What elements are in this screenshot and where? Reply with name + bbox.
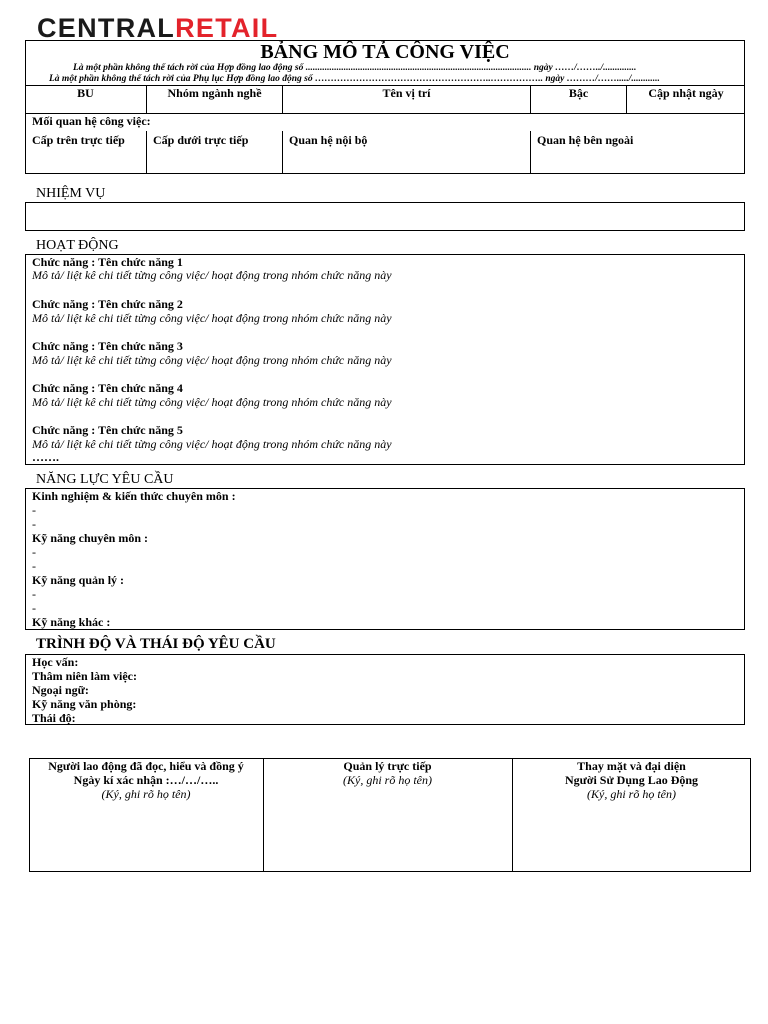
signature-manager-note: (Ký, ghi rõ họ tên) — [343, 773, 432, 787]
activity-title: Chức năng : Tên chức năng 5 — [32, 423, 183, 437]
activity-description: Mô tả/ liệt kê chi tiết từng công việc/ hoạt động trong nhóm chức năng này — [32, 395, 392, 409]
signature-manager-line1: Quản lý trực tiếp — [343, 759, 432, 773]
bullet-dash: - — [32, 559, 36, 573]
qualification-education: Học vấn: — [32, 655, 79, 669]
qualification-office-skills: Kỹ năng văn phòng: — [32, 697, 137, 711]
column-job-family: Nhóm ngành nghề — [146, 85, 282, 114]
activity-title: Chức năng : Tên chức năng 4 — [32, 381, 183, 395]
appendix-reference-line: Là một phần không thể tách rời của Phụ lục Hợp đồng lao động số ………………………………………………..…………….. ngày ………/……...../............ — [49, 74, 660, 84]
contract-reference-line: Là một phần không thể tách rời của Hợp đồng lao động số ............................................................................................... ngày ……/……../.............. — [73, 63, 637, 73]
relation-internal: Quan hệ nội bộ — [289, 133, 368, 147]
activities-more: ……. — [32, 450, 59, 464]
section-title-qualification: TRÌNH ĐỘ VÀ THÁI ĐỘ YÊU CẦU — [36, 636, 276, 652]
relations-divider-2 — [282, 131, 283, 174]
bullet-dash: - — [32, 517, 36, 531]
management-skills-label: Kỹ năng quản lý : — [32, 573, 125, 587]
signature-manager[interactable] — [263, 759, 512, 787]
signature-employer-line2: Người Sử Dụng Lao Động — [564, 773, 699, 787]
duties-box[interactable] — [25, 202, 745, 231]
qualification-seniority: Thâm niên làm việc: — [32, 669, 137, 683]
bullet-dash: - — [32, 587, 36, 601]
section-title-competency: NĂNG LỰC YÊU CẦU — [36, 472, 174, 487]
activity-description: Mô tả/ liệt kê chi tiết từng công việc/ hoạt động trong nhóm chức năng này — [32, 353, 392, 367]
bullet-dash: - — [32, 601, 36, 615]
bullet-dash: - — [32, 545, 36, 559]
logo-part-retail: RETAIL — [175, 13, 279, 43]
activity-title: Chức năng : Tên chức năng 2 — [32, 297, 183, 311]
relation-external: Quan hệ bên ngoài — [537, 133, 634, 147]
column-updated-date: Cập nhật ngày — [626, 85, 745, 114]
signature-employer[interactable] — [512, 759, 751, 801]
signature-employer-note: (Ký, ghi rõ họ tên) — [587, 787, 676, 801]
relations-divider-1 — [146, 131, 147, 174]
signature-employee-date: Ngày kí xác nhận :…/…/….. — [73, 773, 219, 787]
signature-employee-line1: Người lao động đã đọc, hiểu và đồng ý — [48, 759, 244, 773]
work-relations-label: Mối quan hệ công việc: — [32, 114, 151, 128]
competency-box — [25, 488, 745, 630]
activity-description: Mô tả/ liệt kê chi tiết từng công việc/ hoạt động trong nhóm chức năng này — [32, 311, 392, 325]
relations-divider-3 — [530, 131, 531, 174]
professional-skills-label: Kỹ năng chuyên môn : — [32, 531, 149, 545]
column-level: Bậc — [530, 85, 626, 114]
centralretail-logo — [37, 13, 278, 43]
document-title: BẢNG MÔ TẢ CÔNG VIỆC — [260, 41, 510, 63]
qualification-foreign-language: Ngoại ngữ: — [32, 683, 89, 697]
activity-description: Mô tả/ liệt kê chi tiết từng công việc/ hoạt động trong nhóm chức năng này — [32, 268, 392, 282]
activity-title: Chức năng : Tên chức năng 1 — [32, 255, 183, 269]
qualification-attitude: Thái độ: — [32, 711, 76, 725]
logo-part-central: CENTRAL — [37, 13, 176, 43]
section-title-activities: HOẠT ĐỘNG — [36, 238, 119, 253]
signature-employer-line1: Thay mặt và đại diện — [577, 759, 686, 773]
relation-direct-superior: Cấp trên trực tiếp — [32, 133, 125, 147]
column-position-name: Tên vị trí — [282, 85, 530, 114]
activity-title: Chức năng : Tên chức năng 3 — [32, 339, 183, 353]
bullet-dash: - — [32, 503, 36, 517]
experience-label: Kinh nghiệm & kiến thức chuyên môn : — [32, 489, 236, 503]
activity-description: Mô tả/ liệt kê chi tiết từng công việc/ hoạt động trong nhóm chức năng này — [32, 437, 392, 451]
qualification-box — [25, 654, 745, 725]
section-title-duties: NHIỆM VỤ — [36, 186, 106, 201]
other-skills-label: Kỹ năng khác : — [32, 615, 111, 629]
signature-employee-note: (Ký, ghi rõ họ tên) — [101, 787, 191, 801]
signature-employee[interactable] — [29, 759, 263, 801]
relation-direct-subordinate: Cấp dưới trực tiếp — [153, 133, 249, 147]
column-bu: BU — [77, 86, 94, 100]
